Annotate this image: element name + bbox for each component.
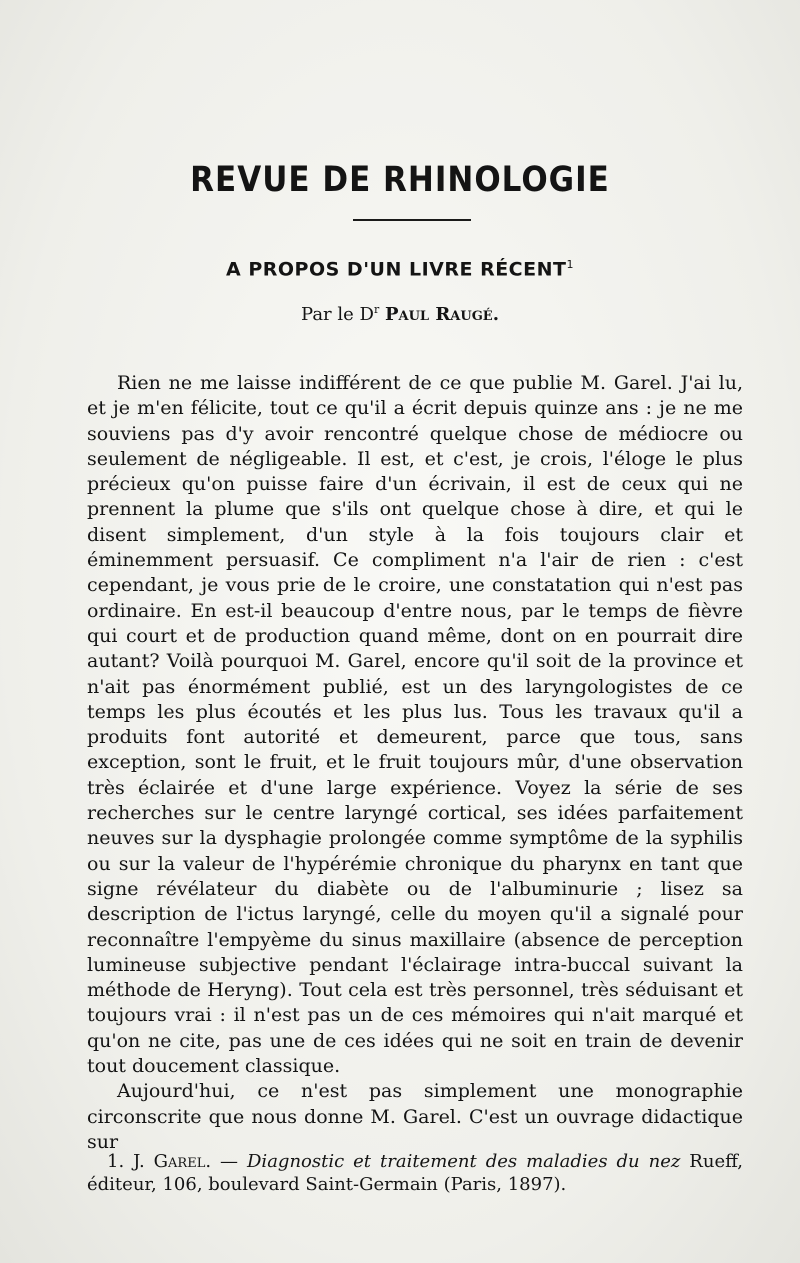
paragraph-1: Rien ne me laisse indifférent de ce que publie M. Garel. J'ai lu, et je m'en félicite, tout ce qu'il a écrit depuis quinze ans : je ne me souviens pas d'y avoir rencontré quelque chose de médiocre ou seulement de négligeable. Il est, et c'est, je crois, l'éloge le plus précieux qu'on puisse faire d'un écrivain, il est de ceux qui ne prennent la plume que s'ils ont quelque chose à dire, et qui le disent simplement, d'un style à la fois toujours clair et éminemment persuasif. Ce compliment n'a l'air de rien : c'est cependant, je vous prie de le croire, une constatation qui n'est pas ordinaire. En est-il beaucoup d'entre nous, par le temps de fièvre qui court et de production quand même, dont on en pourrait dire autant? Voilà pourquoi M. Garel, encore qu'il soit de la province et n'ait pas énormément publié, est un des laryngologistes de ce temps les plus écoutés et les plus lus. Tous les travaux qu'il a produits font autorité et demeurent, parce que tous, sans exception, sont le fruit, et le fruit toujours mûr, d'une observation très éclairée et d'une large expérience. Voyez la série de ses recherches sur le centre laryngé cortical, ses idées parfaitement neuves sur la dysphagie prolongée comme symptôme de la syphilis ou sur la valeur de l'hypérémie chronique du pharynx en tant que signe révélateur du diabète ou de l'albuminurie ; lisez sa description de l'ictus laryngé, celle du moyen qu'il a signalé pour reconnaître l'empyème du sinus maxillaire (absence de perception lumineuse subjective pendant l'éclairage intra-buccal suivant la méthode de Heryng). Tout cela est très personnel, très séduisant et toujours vrai : il n'est pas un de ces mémoires qui n'ait marqué et qu'on ne cite, pas une de ces idées qui ne soit en train de devenir tout doucement classique. bbox=[87, 372, 743, 1078]
byline bbox=[0, 303, 800, 325]
paragraph-2: Aujourd'hui, ce n'est pas simplement une monographie circonscrite que nous donne M. Garel. C'est un ouvrage didactique sur bbox=[87, 1080, 743, 1153]
footnote-dash: — bbox=[211, 1151, 247, 1172]
footnote-mark: 1 bbox=[566, 258, 574, 271]
footnote-work: Diagnostic et traitement des maladies du nez bbox=[247, 1151, 681, 1172]
body-text bbox=[87, 371, 743, 1155]
byline-prefix: Par le D bbox=[301, 304, 374, 325]
title-rule bbox=[353, 219, 471, 221]
author-name: Paul Raugé. bbox=[384, 304, 499, 325]
footnote bbox=[87, 1150, 743, 1196]
section-title: REVUE DE RHINOLOGIE bbox=[190, 159, 610, 201]
footnote-author: J. Garel. bbox=[133, 1151, 212, 1172]
footnote-publisher: Rueff, éditeur, 106, boulevard Saint-Germain (Paris, 1897). bbox=[87, 1151, 743, 1195]
article-title-text: A PROPOS D'UN LIVRE RÉCENT bbox=[226, 258, 567, 281]
footnote-number: 1. bbox=[107, 1151, 125, 1172]
byline-sup: r bbox=[373, 303, 380, 316]
article-title bbox=[0, 258, 800, 280]
